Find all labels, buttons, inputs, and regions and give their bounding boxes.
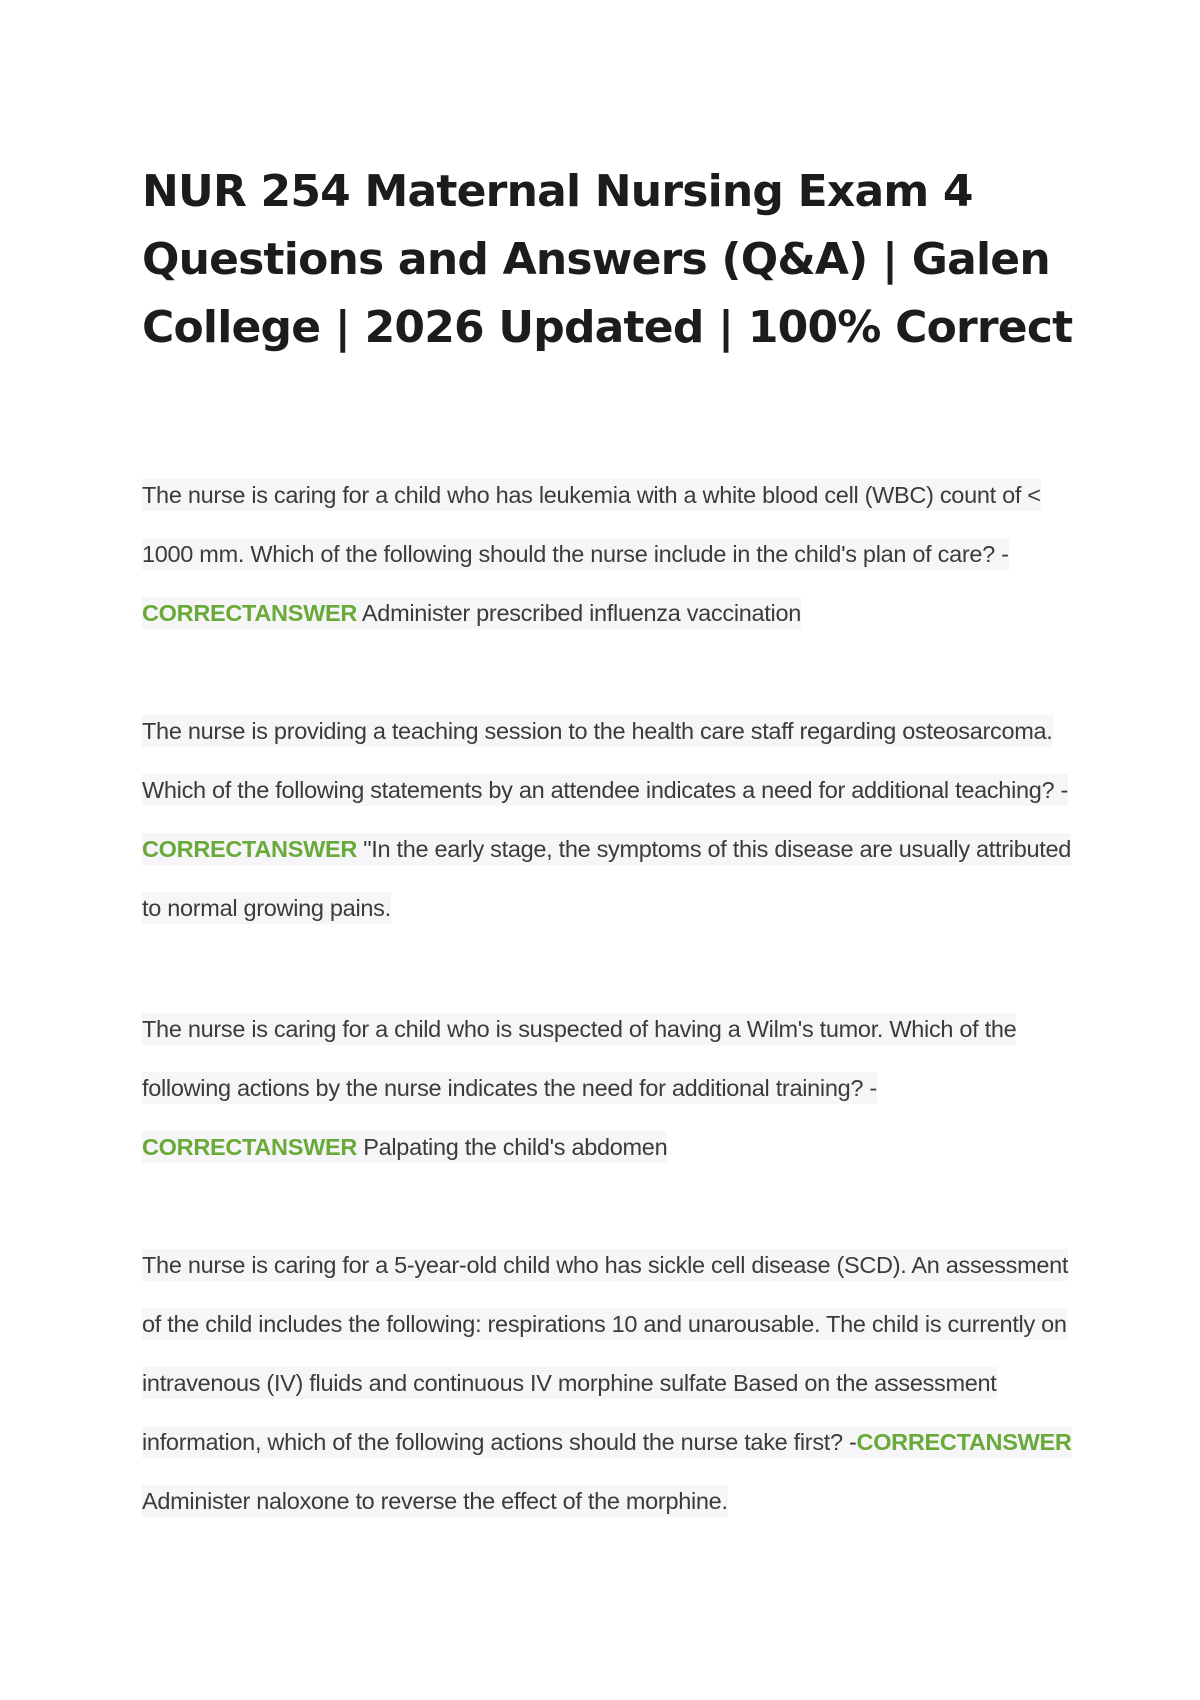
qa-line <box>142 1249 1072 1517</box>
question-text: The nurse is providing a teaching session to the health care staff regarding osteosarcoma. Which of the following statements by an attendee indicates a need for additional teaching? - <box>142 718 1069 803</box>
question-text: The nurse is caring for a child who has leukemia with a white blood cell (WBC) count of < 1000 mm. Which of the following should the nurse include in the child's plan of care? - <box>142 482 1041 567</box>
answer-text: Administer prescribed influenza vaccination <box>357 600 801 626</box>
qa-item <box>142 466 1072 643</box>
correct-answer-label: CORRECTANSWER <box>856 1429 1072 1455</box>
correct-answer-label: CORRECTANSWER <box>142 600 357 626</box>
document-title: NUR 254 Maternal Nursing Exam 4 Questions and Answers (Q&A) | Galen College | 2026 Updated | 100% Correct <box>142 166 1073 353</box>
qa-item <box>142 702 1072 938</box>
qa-line <box>142 1013 1016 1163</box>
question-text: The nurse is caring for a child who is suspected of having a Wilm's tumor. Which of the following actions by the nurse indicates the need for additional training? - <box>142 1016 1017 1101</box>
question-text: The nurse is caring for a 5-year-old child who has sickle cell disease (SCD). An assessment of the child includes the following: respirations 10 and unarousable. The child is currently on intravenous (IV) fluids and continuous IV morphine sulfate Based on the assessment information, which of the following actions should the nurse take first? - <box>142 1252 1069 1455</box>
correct-answer-label: CORRECTANSWER <box>142 1134 357 1160</box>
correct-answer-label: CORRECTANSWER <box>142 836 357 862</box>
qa-item <box>142 1000 1072 1177</box>
answer-text: Palpating the child's abdomen <box>357 1134 668 1160</box>
answer-text: Administer naloxone to reverse the effect of the morphine. <box>142 1488 728 1514</box>
qa-line <box>142 715 1071 924</box>
qa-item <box>142 1236 1072 1531</box>
answer-text: "In the early stage, the symptoms of this disease are usually attributed to normal growing pains. <box>142 836 1072 921</box>
qa-line <box>142 479 1041 629</box>
